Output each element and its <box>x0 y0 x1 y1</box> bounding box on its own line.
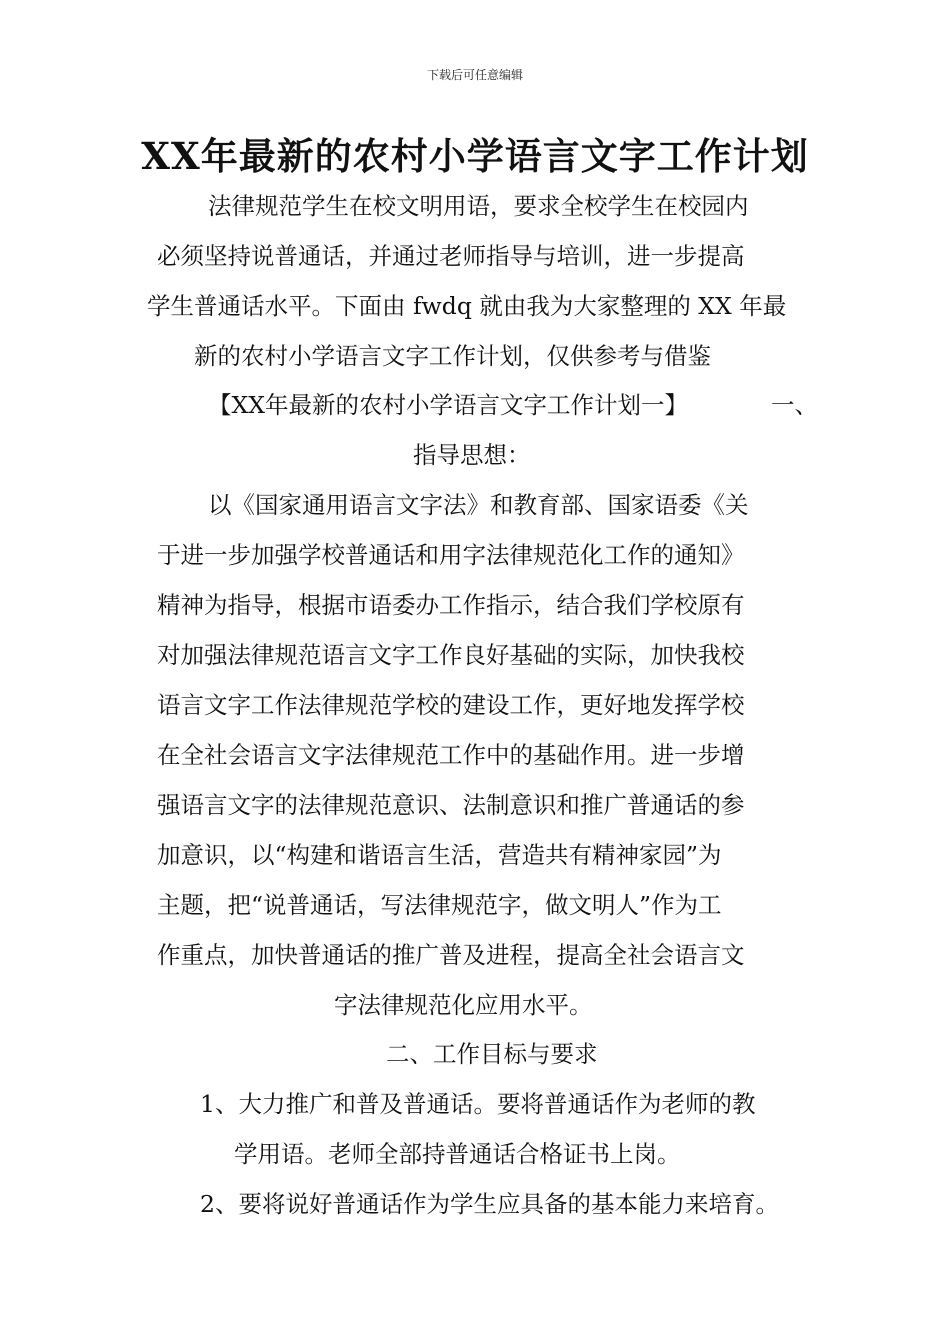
part2-title: 二、工作目标与要求 <box>386 1040 598 1068</box>
body-line: 主题，把“说普通话，写法律规范字，做文明人”作为工 <box>157 891 722 919</box>
part1-title: 指导思想： <box>413 441 531 469</box>
body-line: 强语言文字的法律规范意识、法制意识和推广普通话的参 <box>157 791 745 819</box>
body-line: 加意识，以“构建和谐语言生活，营造共有精神家园”为 <box>157 841 722 869</box>
body-line: 作重点，加快普通话的推广普及进程，提高全社会语言文 <box>157 941 745 969</box>
item-line: 1、大力推广和普及普通话。要将普通话作为老师的教 <box>200 1090 756 1118</box>
intro-line: 新的农村小学语言文字工作计划，仅供参考与借鉴 <box>194 342 711 370</box>
section-heading: 【XX年最新的农村小学语言文字工作计划一】 <box>208 391 688 419</box>
intro-line: 必须坚持说普通话，并通过老师指导与培训，进一步提高 <box>157 242 745 270</box>
intro-line: 学生普通话水平。下面由 fwdq 就由我为大家整理的 XX 年最 <box>147 292 787 320</box>
body-line: 于进一步加强学校普通话和用字法律规范化工作的通知》 <box>157 541 745 569</box>
intro-line: 法律规范学生在校文明用语，要求全校学生在校园内 <box>208 192 749 220</box>
body-line: 对加强法律规范语言文字工作良好基础的实际，加快我校 <box>157 641 745 669</box>
item-2: 2、要将说好普通话作为学生应具备的基本能力来培育。 <box>200 1190 779 1218</box>
body-line: 精神为指导，根据市语委办工作指示，结合我们学校原有 <box>157 591 745 619</box>
page-header-note: 下载后可任意编辑 <box>426 68 523 82</box>
body-line: 字法律规范化应用水平。 <box>334 991 593 1019</box>
item-line: 学用语。老师全部持普通话合格证书上岗。 <box>234 1140 681 1168</box>
body-line: 语言文字工作法律规范学校的建设工作，更好地发挥学校 <box>157 691 745 719</box>
body-line: 以《国家通用语言文字法》和教育部、国家语委《关 <box>208 491 749 519</box>
body-line: 在全社会语言文字法律规范工作中的基础作用。进一步增 <box>157 741 745 769</box>
document-title: XX年最新的农村小学语言文字工作计划 <box>141 134 809 178</box>
part1-label: 一、 <box>771 391 818 419</box>
